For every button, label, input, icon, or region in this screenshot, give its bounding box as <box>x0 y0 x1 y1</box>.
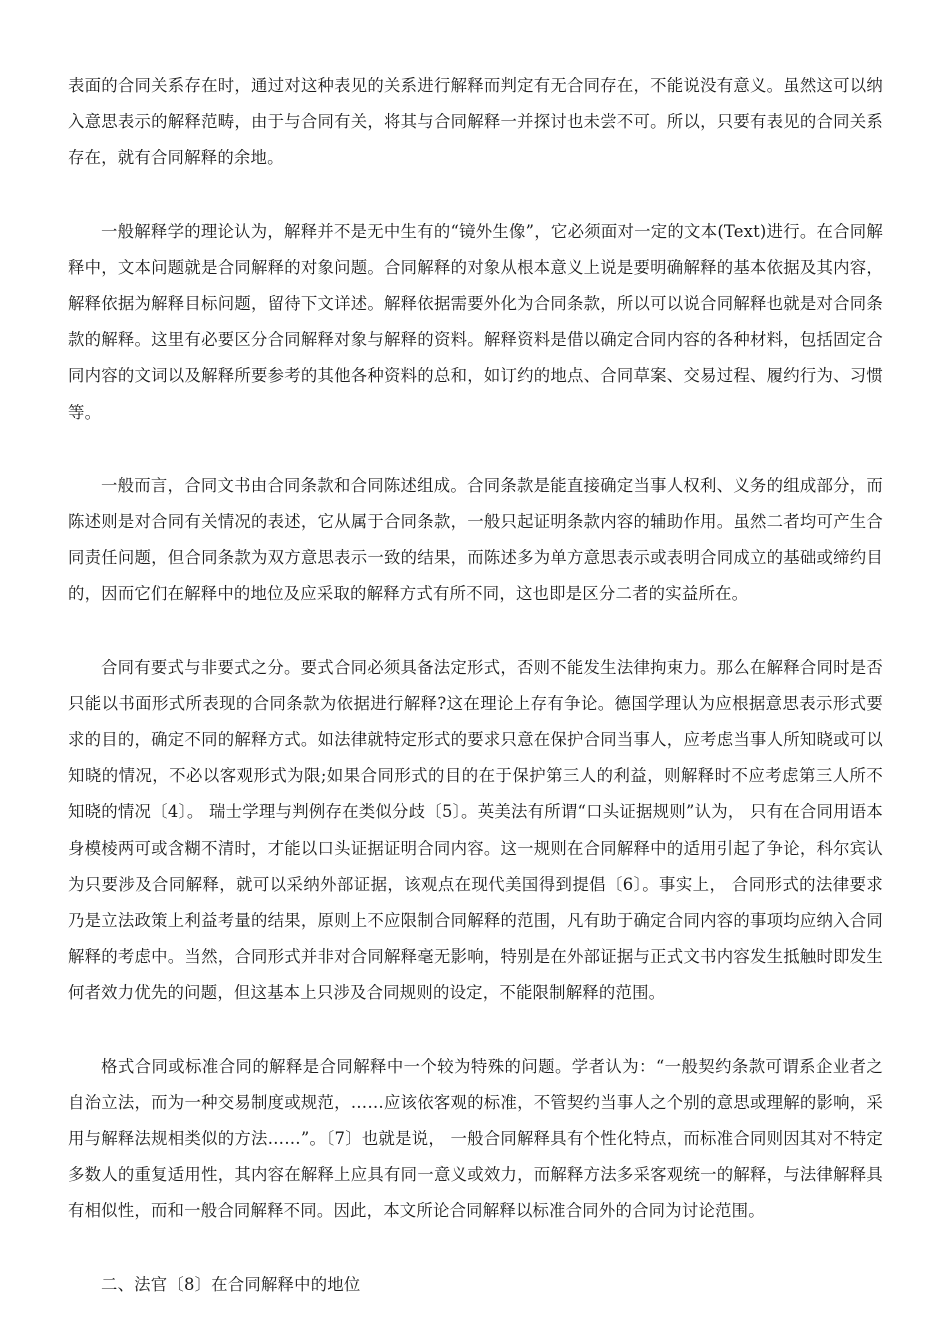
paragraph-contract-clauses: 一般而言，合同文书由合同条款和合同陈述组成。合同条款是能直接确定当事人权利、义务的组成部分，而陈述则是对合同有关情况的表述，它从属于合同条款，一般只起证明条款内容的辅助作用。虽然二者均可产生合同责任问题，但合同条款为双方意思表示一致的结果，而陈述多为单方意思表示或表明合同成立的基础或缔约目的，因而它们在解释中的地位及应采取的解释方式有所不同，这也即是区分二者的实益所在。 <box>68 475 883 604</box>
section-heading: 二、法官〔8〕在合同解释中的地位 <box>101 1274 361 1294</box>
paragraph-continued: 表面的合同关系存在时，通过对这种表见的关系进行解释而判定有无合同存在，不能说没有意义。虽然这可以纳入意思表示的解释范畴，由于与合同有关，将其与合同解释一并探讨也未尝不可。所以，只要有表见的合同关系存在，就有合同解释的余地。 <box>68 76 883 168</box>
paragraph-interpretation-object: 一般解释学的理论认为，解释并不是无中生有的“镜外生像”，它必须面对一定的文本(Text)进行。在合同解释中，文本问题就是合同解释的对象问题。合同解释的对象从根本意义上说是要明确解释的基本依据及其内容，解释依据为解释目标问题，留待下文详述。解释依据需要外化为合同条款，所以可以说合同解释也就是对合同条款的解释。这里有必要区分合同解释对象与解释的资料。解释资料是借以确定合同内容的各种材料，包括固定合同内容的文词以及解释所要参考的其他各种资料的总和，如订约的地点、合同草案、交易过程、履约行为、习惯等。 <box>68 221 883 422</box>
paragraph-standard-contracts: 格式合同或标准合同的解释是合同解释中一个较为特殊的问题。学者认为：“一般契约条款可谓系企业者之自治立法，而为一种交易制度或规范，……应该依客观的标准，不管契约当事人之个别的意思或理解的影响，采用与解释法规相类似的方法……”。〔7〕也就是说， 一般合同解释具有个性化特点，而标准合同则因其对不特定多数人的重复适用性，其内容在解释上应具有同一意义或效力，而解释方法多采客观统一的解释，与法律解释具有相似性，而和一般合同解释不同。因此，本文所论合同解释以标准合同外的合同为讨论范围。 <box>68 1056 883 1221</box>
document-page <box>68 0 883 1303</box>
paragraph-formal-contracts: 合同有要式与非要式之分。要式合同必须具备法定形式，否则不能发生法律拘束力。那么在解释合同时是否只能以书面形式所表现的合同条款为依据进行解释?这在理论上存有争论。德国学理认为应根据意思表示形式要求的目的，确定不同的解释方式。如法律就特定形式的要求只意在保护合同当事人，应考虑当事人所知晓或可以知晓的情况，不必以客观形式为限;如果合同形式的目的在于保护第三人的利益，则解释时不应考虑第三人所不知晓的情况〔4〕。 瑞士学理与判例存在类似分歧〔5〕。英美法有所谓“口头证据规则”认为， 只有在合同用语本身模棱两可或含糊不清时，才能以口头证据证明合同内容。这一规则在合同解释中的适用引起了争论，科尔宾认为只要涉及合同解释，就可以采纳外部证据，该观点在现代美国得到提倡〔6〕。事实上， 合同形式的法律要求乃是立法政策上利益考量的结果，原则上不应限制合同解释的范围，凡有助于确定合同内容的事项均应纳入合同解释的考虑中。当然，合同形式并非对合同解释毫无影响，特别是在外部证据与正式文书内容发生抵触时即发生何者效力优先的问题，但这基本上只涉及合同规则的设定，不能限制解释的范围。 <box>68 657 883 1003</box>
